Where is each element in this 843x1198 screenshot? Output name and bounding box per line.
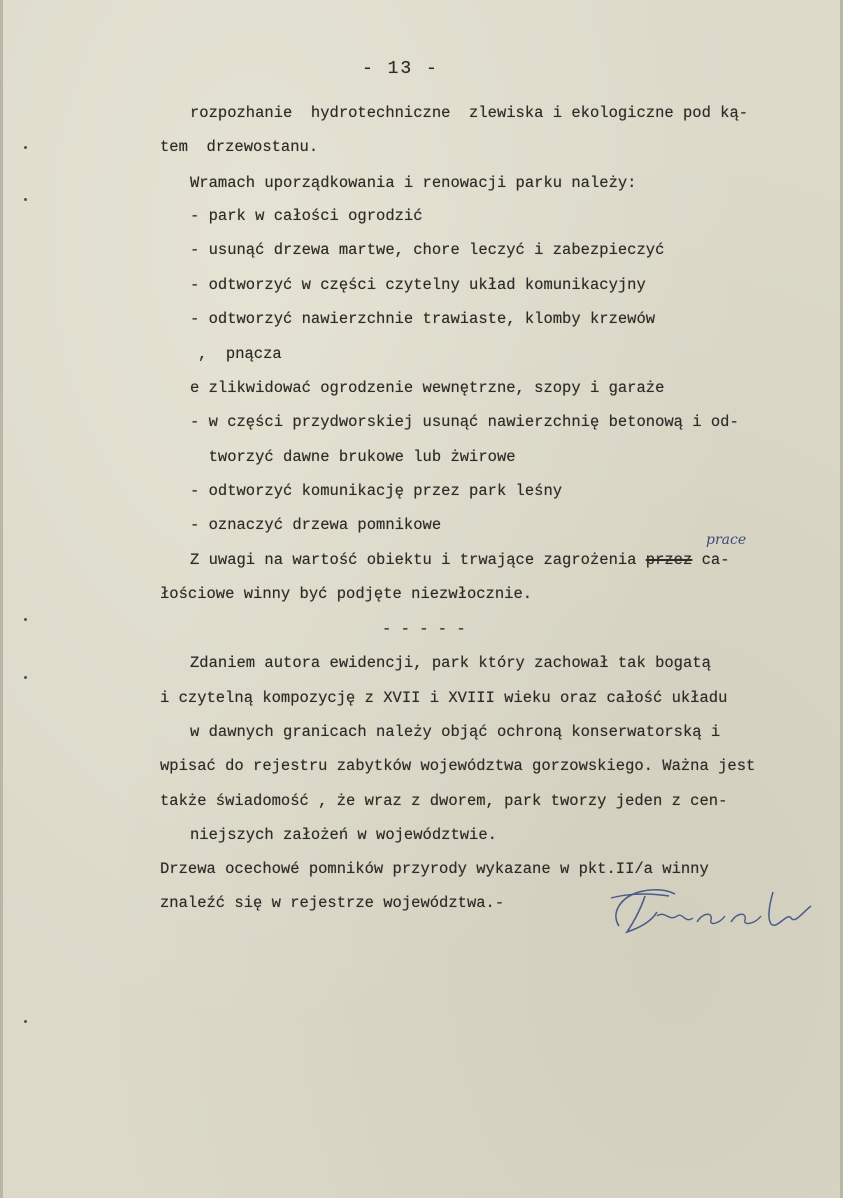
paragraph-line: także świadomość , że wraz z dworem, park tworzy jeden z cen- bbox=[160, 792, 728, 810]
paragraph-line: wpisać do rejestru zabytków województwa gorzowskiego. Ważna jest bbox=[160, 757, 756, 775]
binding-hole-mark bbox=[24, 676, 27, 679]
handwritten-insertion: prace bbox=[706, 532, 747, 548]
list-item: - w części przydworskiej usunąć nawierzchnię betonową i od- bbox=[190, 413, 739, 431]
list-item: e zlikwidować ogrodzenie wewnętrzne, szopy i garaże bbox=[190, 379, 665, 397]
paragraph-line: znaleźć się w rejestrze województwa.- bbox=[160, 894, 505, 912]
list-item: - odtworzyć w części czytelny układ komunikacyjny bbox=[190, 276, 646, 294]
list-item: - odtworzyć nawierzchnie trawiaste, klomby krzewów bbox=[190, 310, 656, 328]
binding-hole-mark bbox=[24, 198, 27, 201]
page-number: - 13 - bbox=[362, 59, 439, 79]
binding-hole-mark bbox=[24, 146, 27, 149]
binding-hole-mark bbox=[24, 618, 27, 621]
paragraph-line: Drzewa ocechowé pomników przyrody wykazane w pkt.II/a winny bbox=[160, 860, 709, 878]
page-edge-left bbox=[0, 0, 3, 1198]
list-item: - oznaczyć drzewa pomnikowe bbox=[190, 516, 442, 534]
paragraph-line: i czytelną kompozycję z XVII i XVIII wieku oraz całość układu bbox=[160, 689, 728, 707]
binding-hole-mark bbox=[24, 1020, 27, 1023]
handwritten-signature bbox=[605, 882, 820, 942]
correction-line bbox=[190, 551, 730, 569]
paragraph-line: niejszych założeń w województwie. bbox=[190, 826, 497, 844]
section-separator: - - - - - bbox=[382, 620, 466, 638]
list-item: tworzyć dawne brukowe lub żwirowe bbox=[190, 448, 516, 466]
text-segment: ca- bbox=[692, 551, 730, 569]
list-item: , pnącza bbox=[198, 345, 282, 363]
struck-word: przez bbox=[645, 551, 693, 569]
text-line: tem drzewostanu. bbox=[160, 138, 319, 156]
text-segment: Z uwagi na wartość obiektu i trwające zagrożenia bbox=[190, 551, 646, 569]
list-item: - odtworzyć komunikację przez park leśny bbox=[190, 482, 563, 500]
list-item: - park w całości ogrodzić bbox=[190, 207, 423, 225]
text-line: Wramach uporządkowania i renowacji parku należy: bbox=[190, 174, 637, 192]
paragraph-line: w dawnych granicach należy objąć ochroną konserwatorską i bbox=[190, 723, 721, 741]
text-line: łościowe winny być podjęte niezwłocznie. bbox=[160, 585, 533, 603]
paragraph-line: Zdaniem autora ewidencji, park który zachował tak bogatą bbox=[190, 654, 711, 672]
text-line: rozpozhanie hydrotechniczne zlewiska i ekologiczne pod ką- bbox=[190, 104, 749, 122]
list-item: - usunąć drzewa martwe, chore leczyć i zabezpieczyć bbox=[190, 241, 665, 259]
